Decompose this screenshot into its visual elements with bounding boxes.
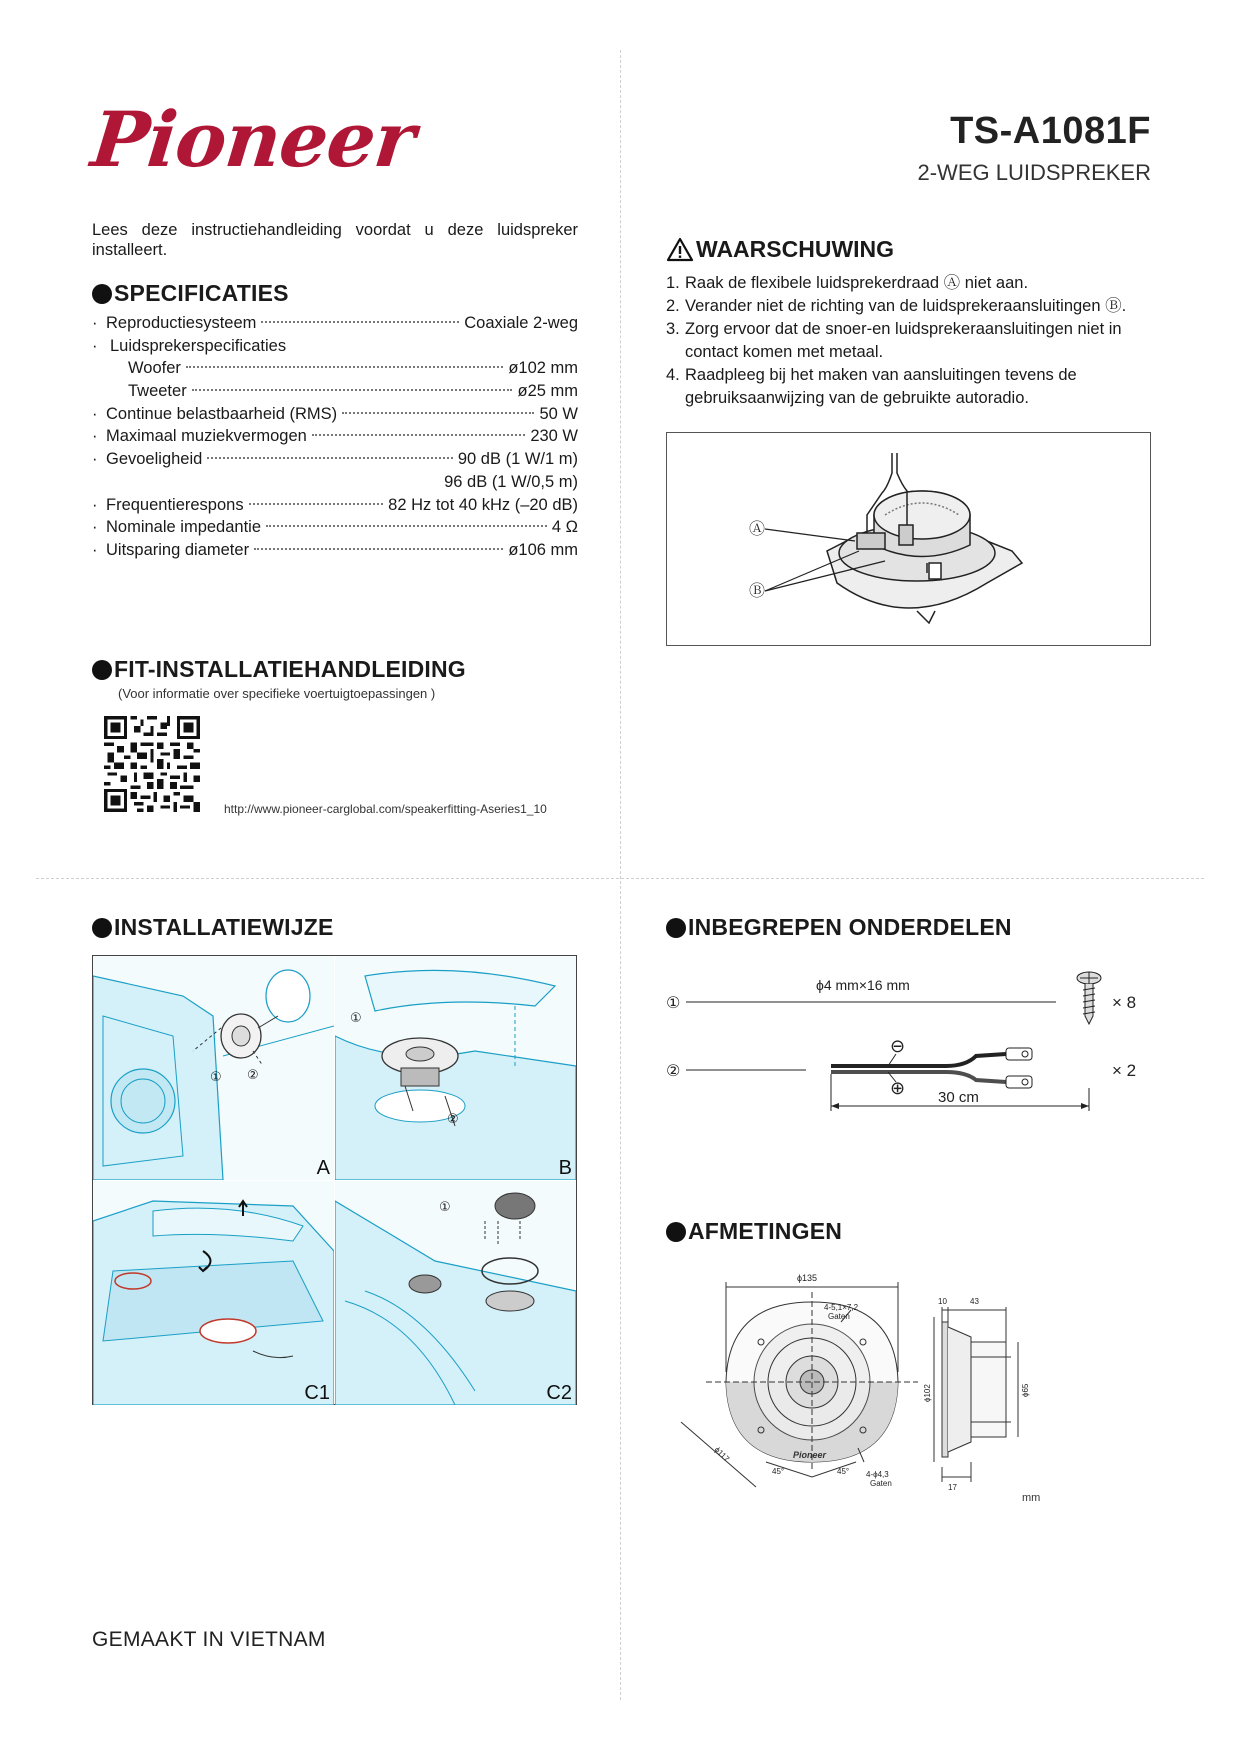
dim-outer: ϕ135 <box>797 1273 818 1283</box>
dim-holes: 4-ϕ4,3 <box>866 1470 889 1479</box>
installation-diagrams <box>92 955 577 1405</box>
install-title: INSTALLATIEWIJZE <box>114 914 334 940</box>
bullet-icon <box>92 284 112 304</box>
dims-heading <box>666 1218 842 1245</box>
callout-a: Ⓐ <box>749 521 766 538</box>
warning-triangle-icon <box>666 237 694 262</box>
dimensions-drawing <box>666 1262 1166 1522</box>
product-subtitle: 2-WEG LUIDSPREKER <box>917 160 1151 185</box>
list-item: 4. Raadpleeg bij het maken van aansluitingen tevens de gebruiksaanwijzing van de gebruikte autoradio. <box>666 366 1077 407</box>
dim-flange: 17 <box>948 1483 957 1492</box>
list-item: 2. Verander niet de richting van de luidsprekeraansluitingen Ⓑ. <box>666 297 1127 315</box>
dim-side-b: 43 <box>970 1297 979 1306</box>
speaker-brand: Pioneer <box>793 1450 827 1460</box>
callout-b: Ⓑ <box>749 583 766 600</box>
part-2-qty: × 2 <box>1112 1061 1137 1080</box>
install-panel-b <box>335 956 576 1180</box>
mark-1: ① <box>350 1010 362 1025</box>
install-heading <box>92 914 334 941</box>
dim-holes-label: Gaten <box>870 1479 892 1488</box>
panel-label: A <box>316 1157 330 1179</box>
spec-row: · Frequentierespons 82 Hz tot 40 kHz (–20 dB) <box>92 495 578 514</box>
bullet-icon <box>92 918 112 938</box>
dim-magnet: ϕ65 <box>1021 1383 1030 1397</box>
spec-row: 96 dB (1 W/0,5 m) <box>444 472 578 491</box>
parts-diagram <box>666 966 1166 1136</box>
list-item: 3. Zorg ervoor dat de snoer-en luidsprekeraansluitingen niet in contact komen met metaal. <box>666 320 1122 361</box>
spec-row: · Uitsparing diameter ø106 mm <box>92 540 578 559</box>
warning-title: WAARSCHUWING <box>696 236 895 262</box>
spec-row: · Continue belastbaarheid (RMS) 50 W <box>92 404 578 423</box>
part-1-num: ① <box>666 995 681 1012</box>
warning-list <box>666 272 1166 410</box>
dim-pcd: ϕ117 <box>712 1445 732 1464</box>
dim-unit: mm <box>1022 1492 1041 1504</box>
dim-height: ϕ102 <box>923 1384 932 1402</box>
dim-angle-1: 45° <box>772 1467 785 1476</box>
mark-2: ② <box>447 1111 459 1126</box>
part-2-num: ② <box>666 1063 681 1080</box>
fit-url-link[interactable]: http://www.pioneer-carglobal.com/speakerfitting-Aseries1_10 <box>224 802 547 816</box>
dim-angle-2: 45° <box>837 1467 850 1476</box>
model-number: TS-A1081F <box>950 110 1151 152</box>
specs-list <box>92 314 578 564</box>
bullet-icon <box>666 918 686 938</box>
spec-row: · Reproductiesysteem Coaxiale 2-weg <box>92 314 578 332</box>
part-2-minus: ⊖ <box>890 1036 906 1056</box>
warning-heading <box>666 236 894 263</box>
spec-row: · Luidsprekerspecificaties <box>92 336 287 355</box>
mark-1: ① <box>210 1069 222 1084</box>
fit-note: (Voor informatie over specifieke voertuigtoepassingen ) <box>118 686 436 701</box>
install-panel-c2 <box>335 1181 576 1405</box>
mark-1: ① <box>439 1199 451 1214</box>
spec-row: Tweeter ø25 mm <box>128 382 578 401</box>
spec-row: · Maximaal muziekvermogen 230 W <box>92 427 578 446</box>
made-in-label: GEMAAKT IN VIETNAM <box>92 1628 326 1651</box>
specs-heading <box>92 280 289 307</box>
dims-title: AFMETINGEN <box>688 1218 843 1244</box>
parts-heading <box>666 914 1012 941</box>
pioneer-logo <box>87 95 512 184</box>
panel-label: C1 <box>304 1382 330 1404</box>
part-2-length: 30 cm <box>938 1089 979 1106</box>
bullet-icon <box>666 1222 686 1242</box>
spec-row: · Nominale impedantie 4 Ω <box>92 518 578 537</box>
part-2-plus: ⊕ <box>890 1078 906 1098</box>
dim-slots: 4-5,1×7,2 <box>824 1303 859 1312</box>
fit-heading <box>92 656 466 683</box>
mark-2: ② <box>247 1067 259 1082</box>
part-1-qty: × 8 <box>1112 993 1137 1012</box>
dim-side-a: 10 <box>938 1297 947 1306</box>
fold-line-vertical <box>620 50 621 1700</box>
specs-title: SPECIFICATIES <box>114 280 289 306</box>
spec-row: Woofer ø102 mm <box>128 359 578 378</box>
speaker-illustration <box>667 433 1152 647</box>
spec-row: · Gevoeligheid 90 dB (1 W/1 m) <box>92 450 578 469</box>
fit-title: FIT-INSTALLATIEHANDLEIDING <box>114 656 466 682</box>
speaker-wire-diagram <box>666 432 1151 646</box>
fold-line-horizontal <box>36 878 1204 879</box>
install-panel-c1 <box>93 1181 334 1405</box>
bullet-icon <box>92 660 112 680</box>
part-1-desc: ϕ4 mm×16 mm <box>816 977 910 993</box>
parts-title: INBEGREPEN ONDERDELEN <box>688 914 1012 940</box>
panel-label: C2 <box>546 1382 572 1404</box>
list-item: 1. Raak de flexibele luidsprekerdraad Ⓐ niet aan. <box>666 274 1029 292</box>
intro-text: Lees deze instructiehandleiding voordat u deze luidspreker installeert. <box>92 221 578 259</box>
install-panel-a <box>93 956 334 1180</box>
qr-code-icon[interactable] <box>104 716 200 812</box>
dim-slots-label: Gaten <box>828 1312 850 1321</box>
logo-wordmark: Pioneer <box>87 95 419 184</box>
panel-label: B <box>558 1157 572 1179</box>
